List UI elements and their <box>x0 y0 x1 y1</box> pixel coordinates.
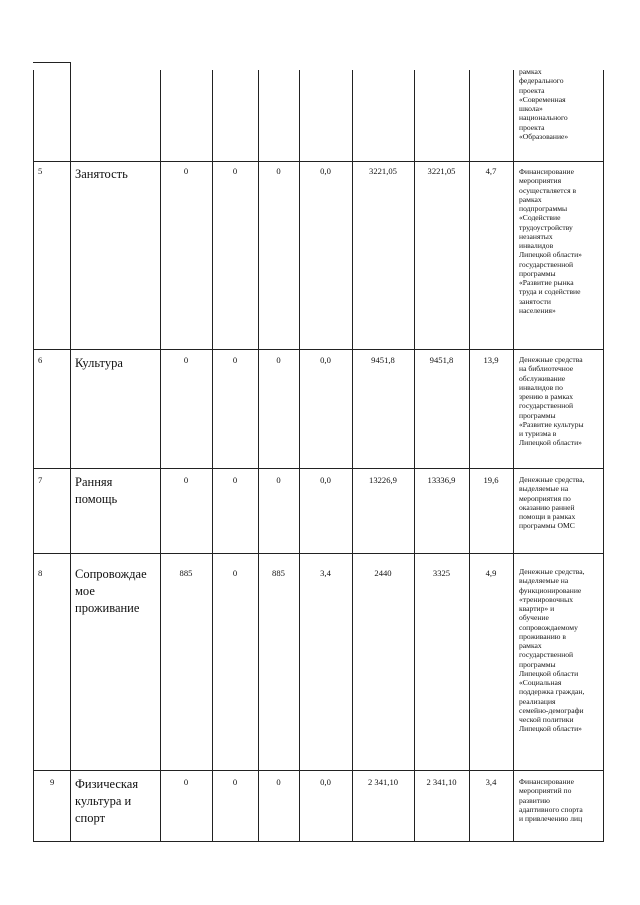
row-note: Денежные средства на библиотечное обслуживание инвалидов по зрению в рамках государственной программы «Развитие культуры и туризма в Липецкой области» <box>519 355 584 448</box>
row-value-7: 3,4 <box>485 777 497 787</box>
row-value-1: 885 <box>179 568 193 578</box>
row-value-5: 2 341,10 <box>367 777 399 787</box>
row-value-7: 4,9 <box>485 568 497 578</box>
row-value-6: 3221,05 <box>427 166 456 176</box>
grid-line <box>33 349 604 350</box>
row-number: 9 <box>50 777 55 787</box>
grid-line <box>70 62 71 842</box>
row-value-2: 0 <box>232 475 238 485</box>
row-value-3: 0 <box>276 166 281 176</box>
row-number: 5 <box>38 166 43 176</box>
row-value-7: 4,7 <box>485 166 497 176</box>
row-value-7: 13,9 <box>483 355 499 365</box>
grid-line <box>33 161 604 162</box>
row-note: Денежные средства, выделяемые на функционирование «тренировочных квартир» и обучение сопровождаемому проживанию в рамках государственной программы Липецкой области «Социальная поддержка граждан, реализация семейно-демографи ческой политики Липецкой области» <box>519 567 585 734</box>
row-value-5: 9451,8 <box>371 355 395 365</box>
row-value-2: 0 <box>232 777 238 787</box>
row-note: рамках федерального проекта «Современная школа» национального проекта «Образование» <box>519 67 569 141</box>
grid-line <box>33 553 604 554</box>
row-note: Денежные средства, выделяемые на мероприятия по оказанию ранней помощи в рамках программы ОМС <box>519 475 585 531</box>
row-value-5: 2440 <box>374 568 392 578</box>
row-value-3: 0 <box>276 777 281 787</box>
row-value-4: 0,0 <box>320 777 331 787</box>
row-value-4: 0,0 <box>320 355 331 365</box>
grid-line <box>160 70 161 842</box>
row-value-3: 0 <box>276 475 281 485</box>
row-name: Культура <box>75 356 123 370</box>
grid-line <box>33 70 34 842</box>
row-value-6: 13336,9 <box>427 475 456 485</box>
row-value-6: 2 341,10 <box>426 777 457 787</box>
row-value-6: 3325 <box>432 568 451 578</box>
grid-line <box>513 70 514 842</box>
row-value-7: 19,6 <box>483 475 499 485</box>
row-value-2: 0 <box>232 355 238 365</box>
grid-line <box>469 70 470 842</box>
row-value-2: 0 <box>232 568 238 578</box>
grid-line <box>352 70 353 842</box>
grid-line <box>212 70 213 842</box>
row-value-4: 0,0 <box>320 475 331 485</box>
grid-line <box>414 70 415 842</box>
row-value-2: 0 <box>232 166 238 176</box>
row-value-6: 9451,8 <box>429 355 454 365</box>
row-value-1: 0 <box>183 166 189 176</box>
row-value-4: 3,4 <box>320 568 331 578</box>
grid-line <box>33 62 71 63</box>
grid-line <box>258 70 259 842</box>
grid-line <box>33 841 604 842</box>
row-value-5: 13226,9 <box>369 475 397 485</box>
row-name: Физическая культура и спорт <box>75 777 139 825</box>
row-number: 8 <box>38 568 43 578</box>
row-number: 6 <box>38 355 43 365</box>
grid-line <box>33 770 604 771</box>
grid-line <box>33 468 604 469</box>
row-note: Финансирование мероприятий по развитию адаптивного спорта и привлечению лиц <box>519 777 583 823</box>
grid-line <box>299 70 300 842</box>
row-name: Занятость <box>75 167 128 181</box>
row-value-1: 0 <box>183 777 189 787</box>
row-value-3: 0 <box>276 355 281 365</box>
row-name: Ранняя помощь <box>75 475 118 506</box>
row-value-4: 0,0 <box>320 166 331 176</box>
row-value-5: 3221,05 <box>369 166 397 176</box>
row-note: Финансирование мероприятия осуществляется в рамках подпрограммы «Содействие трудоустройству незанятых инвалидов Липецкой области» государственной программы «Развитие рынка труда и содействие занятости населения» <box>519 167 582 315</box>
row-value-1: 0 <box>183 355 189 365</box>
row-value-1: 0 <box>183 475 189 485</box>
row-number: 7 <box>38 475 43 485</box>
row-value-3: 885 <box>272 568 285 578</box>
row-name: Сопровождае мое проживание <box>75 567 147 615</box>
